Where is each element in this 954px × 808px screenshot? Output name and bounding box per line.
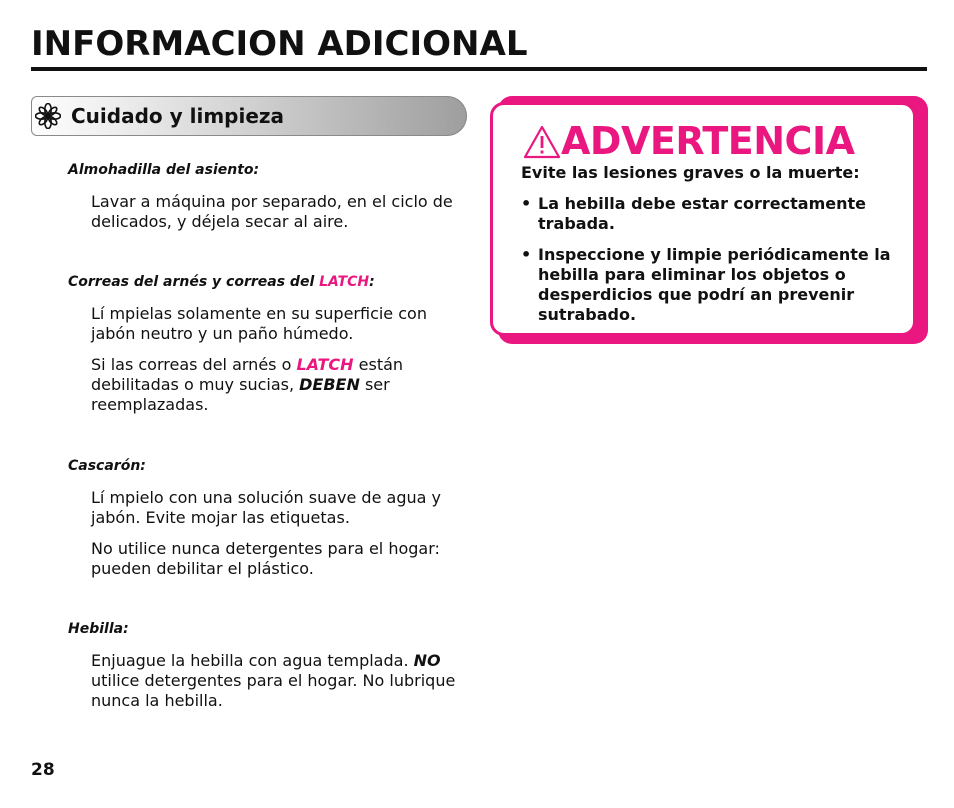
item-heading-buckle: Hebilla: [68, 621, 129, 637]
emphasis-text: DEBEN [299, 375, 360, 394]
item-text-shell-2: No utilice nunca detergentes para el hogar: pueden debilitar el plástico. [91, 539, 440, 578]
text-run: utilice detergentes para el hogar. No lubrique nunca la hebilla. [91, 671, 456, 710]
title-rule [31, 67, 927, 71]
flower-icon [35, 103, 61, 129]
item-text-shell-1: Lí mpielo con una solución suave de agua y jabón. Evite mojar las etiquetas. [91, 488, 441, 527]
item-heading-harness [68, 274, 375, 290]
warning-triangle-icon [523, 125, 561, 159]
warning-intro: Evite las lesiones graves o la muerte: [521, 163, 860, 182]
bullet-dot: • [521, 194, 532, 213]
warning-bullet [521, 194, 911, 234]
warning-box [490, 102, 916, 336]
text-run: Si las correas del arnés o [91, 355, 297, 374]
heading-text: Correas del arnés y correas del [68, 274, 320, 290]
page-title: INFORMACION ADICIONAL [31, 24, 528, 64]
warning-bullet [521, 245, 911, 325]
item-text-harness-1: Lí mpielas solamente en su superficie con jabón neutro y un paño húmedo. [91, 304, 427, 343]
text-run: ser reemplazadas. [91, 375, 390, 414]
item-text-seat-pad: Lavar a máquina por separado, en el ciclo de delicados, y déjela secar al aire. [91, 192, 453, 231]
item-text-harness-2 [91, 355, 471, 415]
heading-colon: : [369, 274, 375, 290]
section-header [31, 96, 467, 136]
warning-bullet-text: La hebilla debe estar correctamente trabada. [538, 194, 866, 233]
item-text-buckle [91, 651, 471, 711]
warning-bullet-text: Inspeccione y limpie periódicamente la hebilla para eliminar los objetos o desperdicios que podrí an prevenir sutrabado. [538, 245, 891, 324]
warning-title: ADVERTENCIA [561, 119, 855, 163]
text-run: Enjuague la hebilla con agua templada. [91, 651, 414, 670]
latch-highlight: LATCH [319, 274, 370, 290]
item-heading-seat-pad: Almohadilla del asiento: [68, 162, 260, 178]
section-title: Cuidado y limpieza [71, 104, 285, 128]
page-number: 28 [31, 760, 55, 780]
warning-body [521, 163, 911, 325]
latch-highlight: LATCH [296, 355, 354, 374]
bullet-dot: • [521, 245, 532, 264]
text-run: están debilitadas o muy sucias, [91, 355, 404, 394]
emphasis-text: NO [413, 651, 441, 670]
item-heading-shell: Cascarón: [68, 458, 146, 474]
